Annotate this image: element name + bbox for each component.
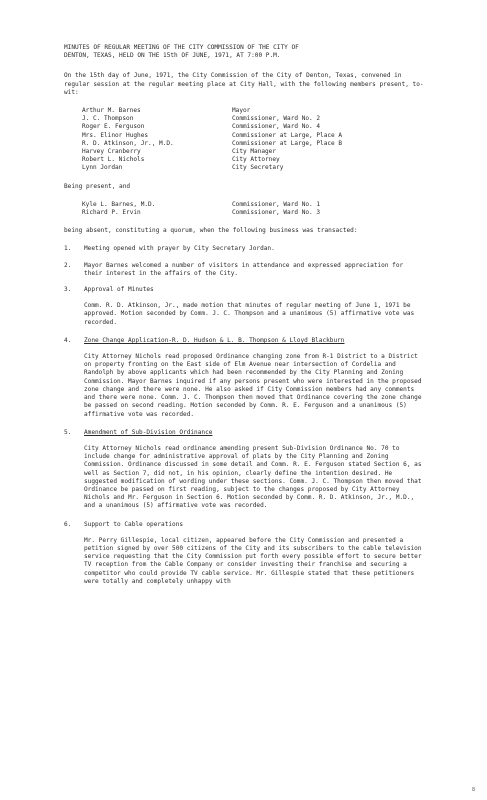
intro-paragraph: On the 15th day of June, 1971, the City Commission of the City of Denton, Texas, convened in regular session at the regular meeting place at City Hall, with the following members present, to-wit:: [64, 72, 424, 96]
present-name: Lynn Jordan: [82, 164, 123, 172]
item-heading: Zone Change Application-R. D. Hudson & L. B. Thompson & Lloyd Blackburn: [84, 336, 345, 344]
item-heading: Approval of Minutes: [84, 286, 154, 294]
item-heading: Support to Cable operations: [84, 520, 184, 528]
heading-line-1: MINUTES OF REGULAR MEETING OF THE CITY COMMISSION OF THE CITY OF: [64, 44, 299, 51]
minutes-approval-text: Comm. R. D. Atkinson, Jr., made motion that minutes of regular meeting of June 1, 1971 be approved. Motion seconded by Comm. J. C. Thompson and a unanimous (5) affirmative vote was recorded.: [84, 302, 415, 326]
agenda-item: [64, 286, 424, 294]
subdivision-text: City Attorney Nichols read ordinance amending present Sub-Division Ordinance No. 70 to include change for administrative approval of plats by the City Planning and Zoning Commission. Ordinance discussed in some detail and Comm. R. E. Ferguson stated Section 6, as well as Section 7, did not, in his opinion, clearly define the intention desired. He suggested modification of wording under these sections. Comm. J. C. Thompson then moved that Ordinance be passed on first reading, subject to the changes proposed by City Attorney Nichols and Mr. Ferguson in Section 6. Motion seconded by Comm. R. D. Atkinson, Jr., M.D., and a unanimous (5) affirmative vote was recorded.: [84, 444, 422, 510]
item-text: Mayor Barnes welcomed a number of visitors in attendance and expressed appreciation for their interest in the affairs of the City.: [84, 261, 404, 277]
absent-name: Kyle L. Barnes, M.D.: [82, 200, 156, 208]
item-text: Meeting opened with prayer by City Secretary Jordan.: [84, 245, 275, 253]
present-title: Commissioner, Ward No. 4: [232, 123, 321, 131]
item-number: 6.: [64, 520, 72, 528]
present-name: R. D. Atkinson, Jr., M.D.: [82, 139, 174, 147]
present-title: Mayor: [232, 107, 251, 115]
item-number: 1.: [64, 245, 72, 253]
absent-roster: [82, 201, 424, 217]
present-name: Harvey Cranberry: [82, 148, 141, 156]
present-name: Roger E. Ferguson: [82, 123, 145, 131]
present-name: Arthur M. Barnes: [82, 107, 141, 115]
present-title: City Manager: [232, 148, 277, 156]
item-heading: Amendment of Sub-Division Ordinance: [84, 428, 213, 436]
absent-label: Being present, and: [64, 182, 131, 190]
present-name: Mrs. Elinor Hughes: [82, 131, 149, 139]
agenda-item: [64, 337, 424, 345]
page-number: 8: [471, 786, 475, 793]
item-number: 3.: [64, 286, 72, 294]
agenda-item: [64, 262, 424, 278]
minutes-heading: [64, 44, 424, 60]
present-title: Commissioner at Large, Place B: [232, 139, 343, 147]
cable-text: Mr. Perry Gillespie, local citizen, appeared before the City Commission and presented a petition signed by over 500 citizens of the City and its subscribers to the cable television service requesting that the City Commission put forth every possible effort to secure better TV reception from the Cable Company or consider investing their franchise and securing a competitor who could provide TV cable service. Mr. Gillespie stated that these petitioners were totally and completely unhappy with: [84, 536, 422, 585]
present-title: Commissioner, Ward No. 2: [232, 115, 321, 123]
agenda-item: [64, 521, 424, 529]
item-number: 2.: [64, 261, 72, 269]
absent-name: Richard P. Ervin: [82, 209, 141, 217]
document-page: [64, 44, 424, 596]
absent-title: Commissioner, Ward No. 3: [232, 209, 321, 217]
item-number: 5.: [64, 428, 72, 436]
item-number: 4.: [64, 336, 72, 344]
zone-change-text: City Attorney Nichols read proposed Ordinance changing zone from R-1 District to a District on property fronting on the East side of Elm Avenue near intersection of Cordelia and Randolph by above applicants which had been recommended by the City Planning and Zoning Commission. Mayor Barnes inquired if any persons present who were interested in the proposed zone change and there were none. He also asked if City Commission members had any comments and there were none. Comm. J. C. Thompson then moved that Ordinance covering the zone change be passed on second reading. Motion seconded by Comm. R. E. Ferguson and a unanimous (5) affirmative vote was recorded.: [84, 353, 422, 418]
absent-title: Commissioner, Ward No. 1: [232, 200, 321, 208]
present-title: City Secretary: [232, 164, 284, 172]
present-title: Commissioner at Large, Place A: [232, 131, 343, 139]
present-name: Robert L. Nichols: [82, 156, 145, 164]
present-title: City Attorney: [232, 156, 280, 164]
present-roster: [82, 107, 424, 173]
quorum-statement: being absent, constituting a quorum, when the following business was transacted:: [64, 227, 358, 235]
present-name: J. C. Thompson: [82, 115, 134, 123]
agenda-item: [64, 245, 424, 253]
agenda-item: [64, 429, 424, 437]
heading-line-2: DENTON, TEXAS, HELD ON THE 15th OF JUNE, 1971, AT 7:00 P.M.: [64, 52, 281, 60]
